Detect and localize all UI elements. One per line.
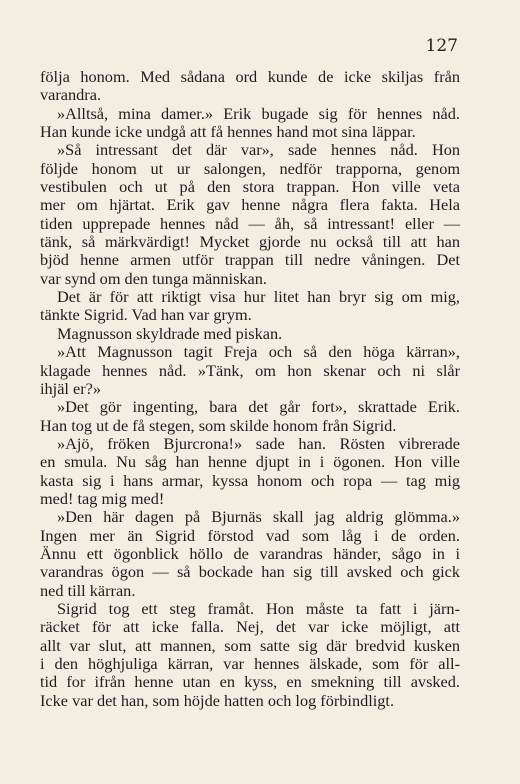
text-line: tänk, så märkvärdigt! Mycket gjorde nu också till att han xyxy=(40,232,460,252)
text-line: allt var slut, att mannen, som satte sig där bredvid kusken xyxy=(40,635,460,655)
text-line: Ingen mer än Sigrid förstod vad som låg i de orden. xyxy=(40,525,460,545)
text-line: ned till kärran. xyxy=(40,580,136,600)
text-line: vestibulen och ut på den stora trappan. Hon ville veta xyxy=(40,177,460,197)
text-line: bjöd henne armen utför trappan till nedre våningen. Det xyxy=(40,250,460,270)
text-line: Det är för att riktigt visa hur litet han bryr sig om mig, xyxy=(57,287,460,307)
text-line: tiden upprepade hennes nåd — åh, så intressant! eller — xyxy=(40,213,460,233)
text-line: Han kunde icke undgå att få hennes hand mot sina läppar. xyxy=(40,122,416,142)
text-line: tänkte Sigrid. Vad han var grym. xyxy=(40,305,252,325)
text-line: i den höghjuliga kärran, var hennes älskade, som för all- xyxy=(40,654,460,673)
text-line: med! tag mig med! xyxy=(40,488,165,508)
text-line: »Ajö, fröken Bjurcrona!» sade han. Rösten vibrerade xyxy=(57,433,460,453)
text-line: Magnusson skyldrade med piskan. xyxy=(57,323,283,343)
text-line: följa honom. Med sådana ord kunde de icke skiljas från xyxy=(40,67,460,86)
text-line: ihjäl er?» xyxy=(40,378,102,398)
text-line: Sigrid tog ett steg framåt. Hon måste ta fatt i järn- xyxy=(57,598,460,618)
text-line: var synd om den tunga människan. xyxy=(40,268,267,288)
text-line: »Den här dagen på Bjurnäs skall jag aldrig glömma.» xyxy=(57,507,460,527)
body-text xyxy=(40,68,460,710)
text-line: klagade hennes nåd. »Tänk, om hon skenar och ni slår xyxy=(40,360,460,380)
text-line: »Så intressant det där var», sade hennes nåd. Hon xyxy=(57,140,460,160)
text-line: följde honom ut ur salongen, nedför trapporna, genom xyxy=(40,158,460,178)
page-number: 127 xyxy=(425,36,458,56)
text-line: mer om hjärtat. Erik gav henne några flera fakta. Hela xyxy=(40,195,460,215)
text-line: »Alltså, mina damer.» Erik bugade sig för hennes nåd. xyxy=(57,103,460,123)
text-line: varandra. xyxy=(40,85,102,105)
text-line: varandras ögon — så bockade han sig till avsked och gick xyxy=(40,562,460,582)
text-line: Ännu ett ögonblick höllo de varandras händer, sågo in i xyxy=(40,543,460,563)
text-line: Han tog ut de få stegen, som skilde honom från Sigrid. xyxy=(40,415,397,435)
text-line: räcket för att icke falla. Nej, det var icke möjligt, att xyxy=(40,617,460,637)
text-line: Icke var det han, som höjde hatten och log förbindligt. xyxy=(40,690,395,710)
text-line: »Att Magnusson tagit Freja och så den höga kärran», xyxy=(57,342,460,362)
text-line: »Det gör ingenting, bara det går fort», skrattade Erik. xyxy=(57,397,460,417)
text-line: kasta sig i hans armar, kyssa honom och ropa — tag mig xyxy=(40,470,460,490)
text-line: en smula. Nu såg han henne djupt in i ögonen. Hon ville xyxy=(40,452,460,472)
text-line: tid for ifrån henne utan en kyss, en smekning till avsked. xyxy=(40,672,460,692)
